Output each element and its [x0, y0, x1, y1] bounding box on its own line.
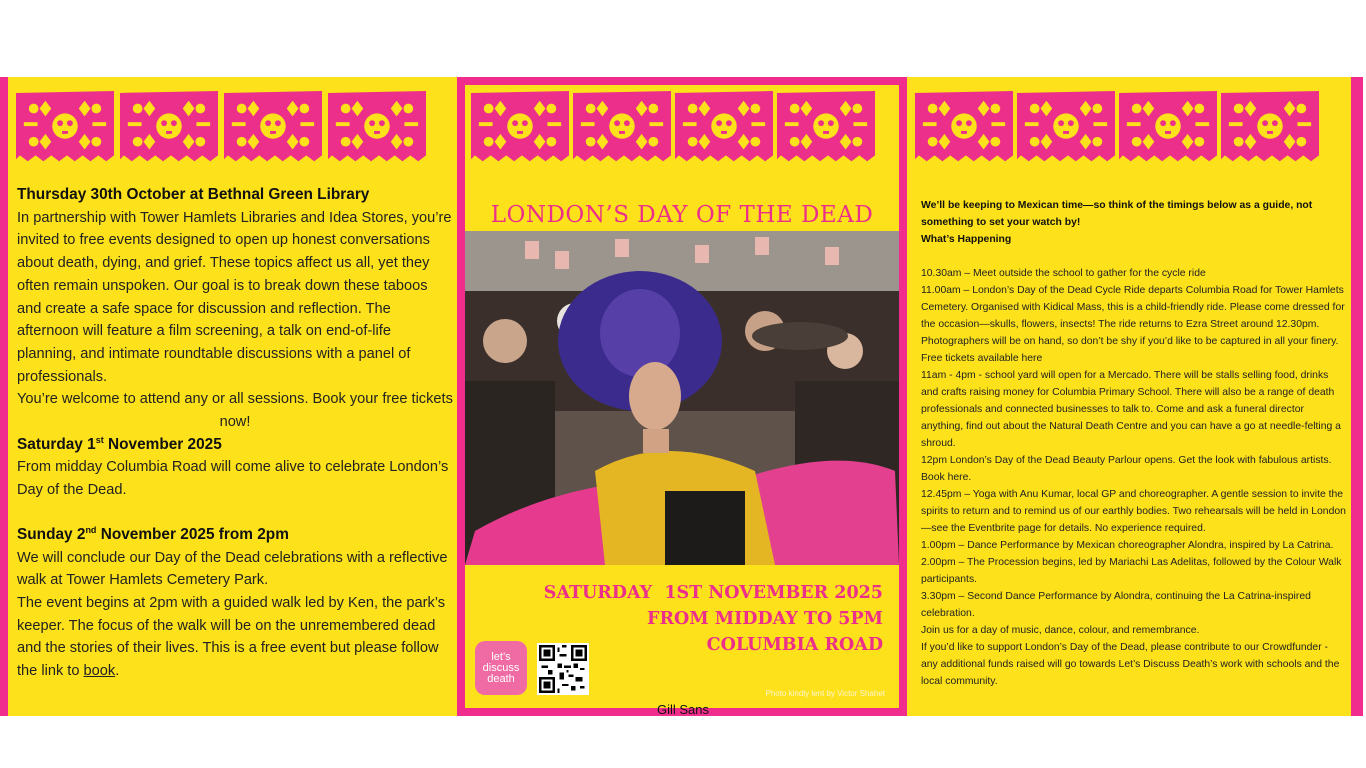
- logo-line: discuss: [482, 661, 520, 674]
- schedule-item: If you’d like to support London’s Day of the Dead, please contribute to our Crowdfunder - any additional funds raised will go towards Let’s Discuss Death’s work with schools and the local community.: [921, 642, 1340, 687]
- spacer: [17, 502, 453, 524]
- qr-code: [537, 643, 589, 695]
- schedule-item: 10.30am – Meet outside the school to gather for the cycle ride: [921, 268, 1206, 279]
- saturday-b: November 2025: [103, 435, 222, 453]
- papel-picado-bunting: [915, 91, 1319, 169]
- papel-picado-bunting: [16, 91, 426, 169]
- walk-text: The event begins at 2pm with a guided walk led by Ken, the park’s keeper. The focus of the walk will be on the unremembered dead and the stories of their lives. This is a free event but please follow the link to: [17, 594, 446, 680]
- paragraph-book-tickets: [17, 388, 453, 433]
- font-caption: Gill Sans: [657, 702, 710, 717]
- lets-discuss-death-logo: [475, 641, 527, 695]
- schedule-text: [921, 197, 1346, 690]
- schedule-item: 12.45pm – Yoga with Anu Kumar, local GP and choreographer. A gentle session to invite the spirits to return and to remind us of our earthly bodies. Two rehearsals will be held in London—see the Eventbrite page for details. No experience required.: [921, 489, 1346, 534]
- heading-sunday: [17, 524, 453, 547]
- sunday-a: Sunday 2: [17, 525, 86, 543]
- schedule-item: 11am - 4pm - school yard will open for a Mercado. There will be stalls selling food, drinks and crafts raising money for Columbia Primary School. There will also be a range of death professionals and connected businesses to talk to. Come and ask a funeral director anything, find out about the Natural Death Centre and you can have a go at needle-felting a shroud.: [921, 370, 1341, 449]
- schedule-item: 2.00pm – The Procession begins, led by Mariachi Las Adelitas, followed by the Colour Walk participants.: [921, 557, 1342, 585]
- paragraph-sunday: We will conclude our Day of the Dead celebrations with a reflective walk at Tower Hamlets Cemetery Park.: [17, 549, 448, 589]
- saturday-sup: st: [95, 434, 104, 445]
- papel-picado-flag: [1119, 91, 1217, 169]
- papel-picado-flag: [915, 91, 1013, 169]
- left-text-block: [17, 184, 453, 683]
- schedule-item: 1.00pm – Dance Performance by Mexican choreographer Alondra, inspired by La Catrina.: [921, 540, 1334, 551]
- papel-picado-flag: [224, 91, 322, 169]
- mexican-time-note: We’ll be keeping to Mexican time—so think of the timings below as a guide, not something to set your watch by!: [921, 200, 1313, 228]
- papel-picado-flag: [471, 91, 569, 169]
- dancer-photo: [465, 231, 899, 565]
- schedule-item: 11.00am – London’s Day of the Dead Cycle Ride departs Columbia Road for Tower Hamlets Cemetery. Organised with Kidical Mass, this is a child-friendly ride. Please come dressed for the occasion—skulls, flowers, insects! The ride returns to Ezra Street around 12.30pm. Photographers will be on hand, so don’t be shy if you’d like to be captured in all your finery. Free tickets available here: [921, 285, 1345, 364]
- paragraph-walk: [17, 592, 453, 683]
- logo-line: let’s: [491, 650, 511, 663]
- photo-credit: Photo kindly lent by Victor Shahet: [765, 689, 885, 698]
- poster-panel: [457, 77, 907, 716]
- paragraph-saturday: From midday Columbia Road will come alive to celebrate London’s Day of the Dead.: [17, 459, 449, 499]
- papel-picado-flag: [573, 91, 671, 169]
- book-tickets-text: You’re welcome to attend any or all sessions. Book your free tickets: [17, 391, 453, 408]
- book-link[interactable]: book: [83, 663, 116, 680]
- papel-picado-flag: [328, 91, 426, 169]
- papel-picado-flag: [777, 91, 875, 169]
- right-panel: [907, 77, 1363, 716]
- papel-picado-flag: [1017, 91, 1115, 169]
- now-text: now!: [219, 414, 251, 431]
- event-time: FROM MIDDAY TO 5PM: [647, 609, 883, 629]
- left-panel: [0, 77, 457, 716]
- papel-picado-flag: [16, 91, 114, 169]
- paragraph-intro: In partnership with Tower Hamlets Libraries and Idea Stores, you’re invited to free events designed to open up honest conversations about death, dying, and grief. These topics affect us all, yet they often remain unspoken. Our goal is to break down these taboos and create a safe space for discussion and reflection. The afternoon will feature a film screening, a talk on end-of-life planning, and intimate roundtable discussions with a panel of professionals.: [17, 209, 452, 385]
- poster-title: LONDON’S DAY OF THE DEAD: [490, 202, 874, 228]
- whats-happening-heading: What’s Happening: [921, 234, 1012, 245]
- schedule-item: 3.30pm – Second Dance Performance by Alondra, continuing the La Catrina-inspired celebration.: [921, 591, 1311, 619]
- schedule-item: Join us for a day of music, dance, colour, and remembrance.: [921, 625, 1200, 636]
- walk-end: .: [115, 663, 120, 680]
- schedule-list: [921, 265, 1346, 690]
- papel-picado-flag: [1221, 91, 1319, 169]
- papel-picado-flag: [675, 91, 773, 169]
- event-details: [544, 580, 883, 658]
- event-date: SATURDAY 1ST NOVEMBER 2025: [543, 583, 883, 603]
- sunday-b: November 2025 from 2pm: [96, 525, 289, 543]
- event-place: COLUMBIA ROAD: [706, 635, 883, 655]
- heading-saturday: [17, 434, 453, 457]
- schedule-item: 12pm London’s Day of the Dead Beauty Parlour opens. Get the look with fabulous artists. Book here.: [921, 455, 1332, 483]
- papel-picado-bunting: [471, 91, 875, 169]
- papel-picado-flag: [120, 91, 218, 169]
- logo-line: death: [487, 672, 515, 685]
- heading-thursday: Thursday 30th October at Bethnal Green Library: [17, 186, 370, 203]
- sunday-sup: nd: [85, 524, 97, 535]
- spacer: [921, 248, 1346, 265]
- saturday-a: Saturday 1: [17, 435, 96, 453]
